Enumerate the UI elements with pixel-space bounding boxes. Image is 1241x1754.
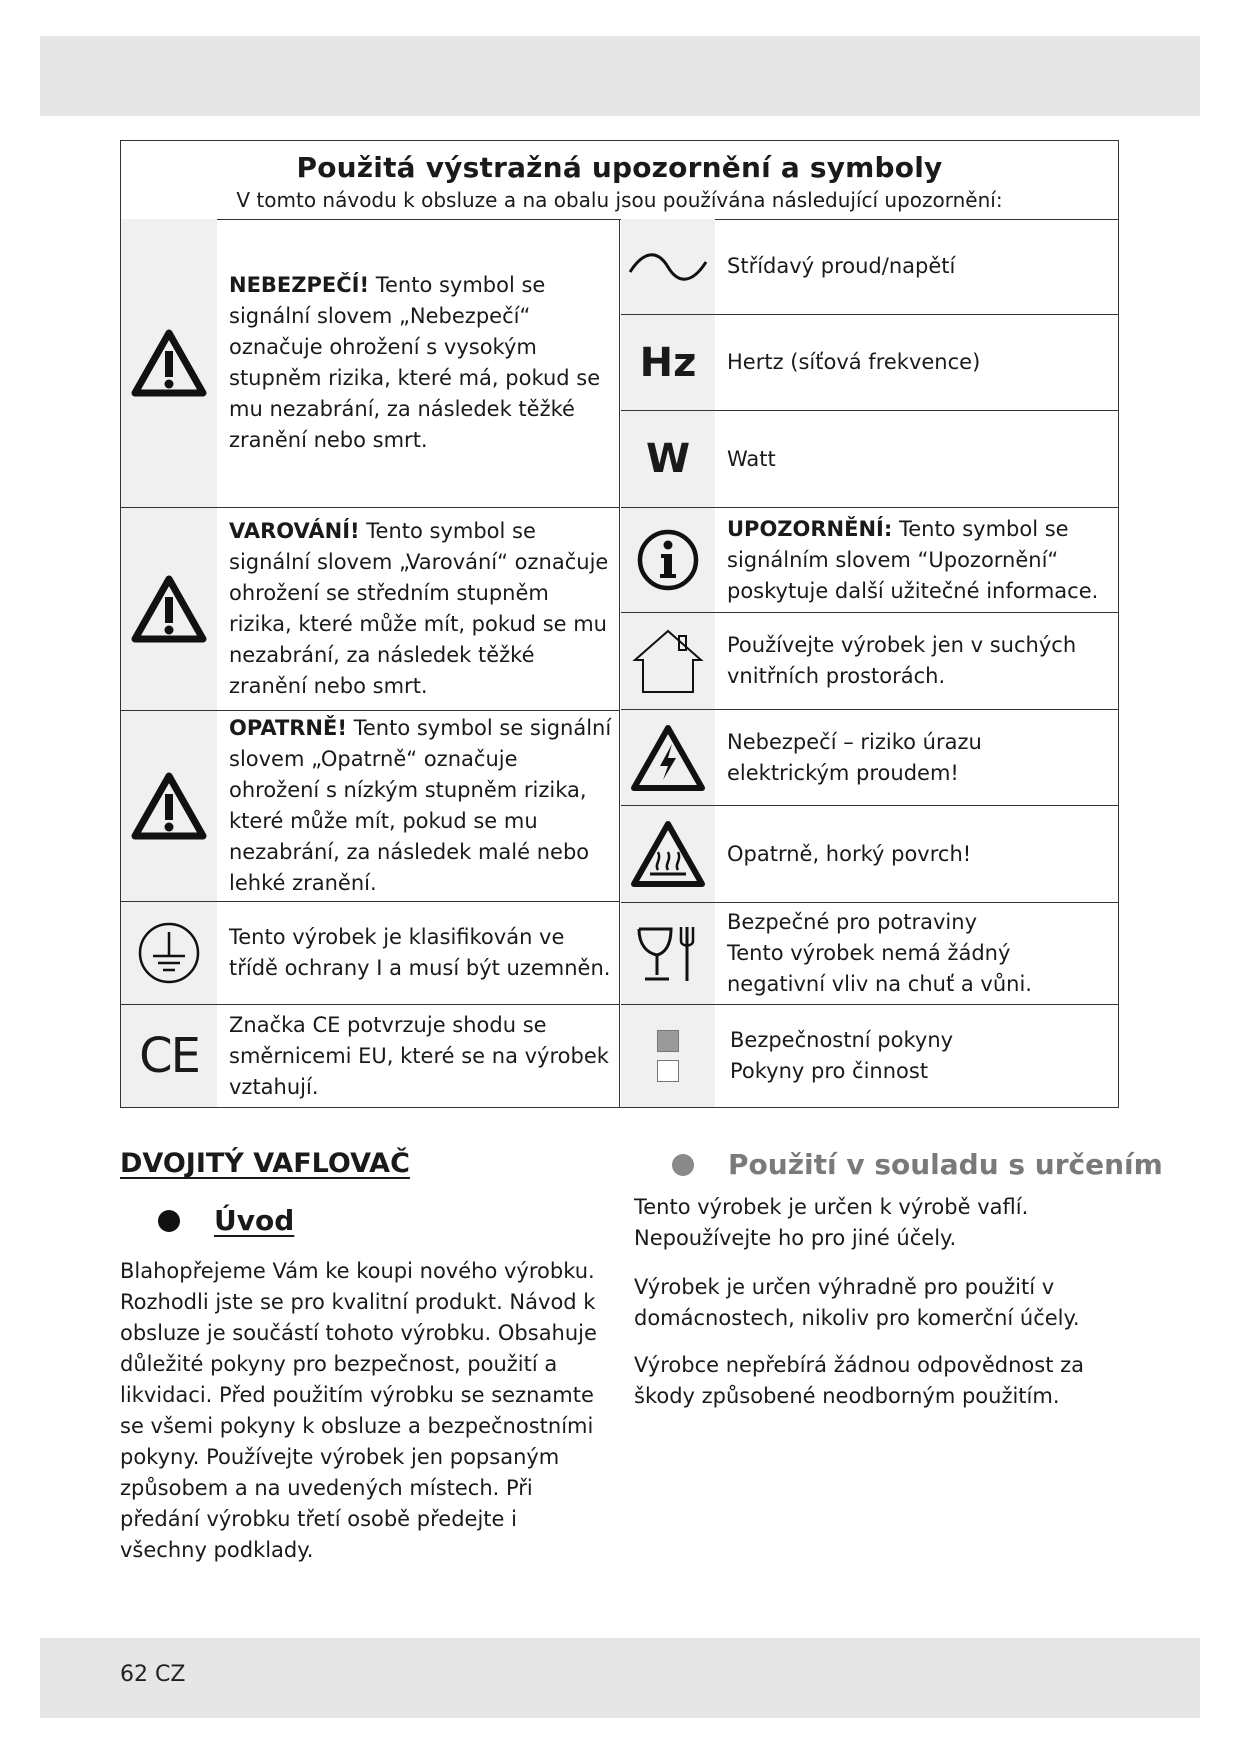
intended-use-p1: Tento výrobek je určen k výrobě vaflí. Nepoužívejte ho pro jiné účely. xyxy=(634,1195,1029,1250)
ac-cell xyxy=(621,219,1118,314)
intended-use-heading-text: Použití v souladu s určením xyxy=(728,1148,1163,1181)
danger-cell xyxy=(121,219,619,507)
warning-text xyxy=(229,508,621,710)
legend-activity: Pokyny pro činnost xyxy=(730,1059,929,1083)
warning-cell xyxy=(121,508,619,710)
ground-text: Tento výrobek je klasifikován ve třídě ochrany I a musí být uzemněn. xyxy=(229,925,611,980)
watt-icon: W xyxy=(645,436,691,482)
indoor-text: Používejte výrobek jen v suchých vnitřních prostorách. xyxy=(727,633,1077,688)
hz-text: Hertz (síťová frekvence) xyxy=(727,350,981,374)
hot-surface-icon xyxy=(630,820,706,888)
electric-shock-icon xyxy=(630,724,706,792)
symbols-table xyxy=(120,140,1119,1108)
warning-label: VAROVÁNÍ! xyxy=(229,519,360,543)
watt-cell xyxy=(621,411,1118,507)
food-line2: Tento výrobek nemá žádný negativní vliv na chuť a vůni. xyxy=(727,941,1032,996)
table-subtitle: V tomto návodu k obsluze a na obalu jsou používána následující upozornění: xyxy=(236,188,1003,212)
food-line1: Bezpečné pro potraviny xyxy=(727,910,977,934)
notice-label: UPOZORNĚNÍ: xyxy=(727,516,893,541)
ce-text: Značka CE potvrzuje shodu se směrnicemi EU, které se na výrobek vztahují. xyxy=(229,1012,609,1099)
legend-cell xyxy=(621,1005,1118,1107)
hot-cell xyxy=(621,806,1118,902)
hz-cell xyxy=(621,315,1118,410)
ac-text: Střídavý proud/napětí xyxy=(727,254,956,278)
house-icon xyxy=(631,626,705,696)
danger-text xyxy=(229,219,621,507)
caution-icon xyxy=(131,772,207,840)
intro-heading-text: Úvod xyxy=(214,1204,295,1237)
filled-square-icon xyxy=(657,1030,679,1052)
danger-warning-icon xyxy=(131,329,207,397)
bullet-icon xyxy=(158,1210,180,1232)
bullet-icon xyxy=(672,1154,694,1176)
protective-earth-icon xyxy=(136,920,202,986)
caution-label: OPATRNĚ! xyxy=(229,716,347,740)
alternating-current-icon xyxy=(626,252,710,282)
table-header xyxy=(121,141,1118,220)
ce-mark-icon: CE xyxy=(139,1028,199,1084)
ground-cell xyxy=(121,902,619,1004)
table-title: Použitá výstražná upozornění a symboly xyxy=(296,151,943,184)
empty-square-icon xyxy=(657,1060,679,1082)
intended-use-heading xyxy=(672,1148,1163,1181)
notice-text xyxy=(727,508,1117,612)
legend-safety: Bezpečnostní pokyny xyxy=(730,1028,954,1052)
notice-description: Tento symbol se signálním slovem “Upozornění“ poskytuje další užitečné informace. xyxy=(727,516,1099,603)
food-cell xyxy=(621,903,1118,1004)
danger-label: NEBEZPEČÍ! xyxy=(229,273,370,297)
hertz-icon: Hz xyxy=(639,339,697,386)
ce-cell xyxy=(121,1005,619,1107)
food-safe-icon xyxy=(631,919,705,989)
danger-description: Tento symbol se signální slovem „Nebezpečí“ označuje ohrožení s vysokým stupněm rizika, které má, pokud se mu nezabrání, za následek těžké zranění nebo smrt. xyxy=(229,273,601,452)
caution-cell xyxy=(121,711,619,901)
intro-heading xyxy=(158,1204,294,1237)
product-title: DVOJITÝ VAFLOVAČ xyxy=(120,1148,410,1179)
intro-paragraph: Blahopřejeme Vám ke koupi nového výrobku. Rozhodli jste se pro kvalitní produkt. Návod k obsluze je součástí tohoto výrobku. Obsahuje důležité pokyny pro bezpečnost, použití a likvidaci. Před použitím výrobku se seznamte se všemi pokyny k obsluze a bezpečnostními pokyny. Používejte výrobek jen popsaným způsobem a na uvedených místech. Při předání výrobku třetí osobě předejte i všechny podklady. xyxy=(120,1259,597,1562)
header-band xyxy=(40,36,1200,116)
hot-text: Opatrně, horký povrch! xyxy=(727,841,972,866)
intended-use-p3: Výrobce nepřebírá žádnou odpovědnost za škody způsobené neodborným použitím. xyxy=(634,1353,1085,1408)
warning-description: Tento symbol se signální slovem „Varování“ označuje ohrožení se středním stupněm rizika, které může mít, pokud se mu nezabrání, za následek těžké zranění nebo smrt. xyxy=(229,519,609,698)
info-icon xyxy=(636,528,700,592)
electric-cell xyxy=(621,710,1118,805)
caution-description: Tento symbol se signální slovem „Opatrně“ označuje ohrožení s nízkým stupněm rizika, které může mít, pokud se mu nezabrání, za následek malé nebo lehké zranění. xyxy=(229,716,612,895)
watt-text: Watt xyxy=(727,446,776,471)
warning-icon xyxy=(131,575,207,643)
intended-use-p2: Výrobek je určen výhradně pro použití v domácnostech, nikoliv pro komerční účely. xyxy=(634,1275,1080,1330)
food-text xyxy=(727,903,1117,1004)
notice-cell xyxy=(621,508,1118,612)
legend-text xyxy=(730,1005,1120,1107)
indoor-cell xyxy=(621,613,1118,709)
caution-text xyxy=(229,711,621,901)
page-number: 62 CZ xyxy=(120,1662,186,1687)
footer-band xyxy=(40,1638,1200,1718)
electric-text: Nebezpečí – riziko úrazu elektrickým proudem! xyxy=(727,729,982,785)
